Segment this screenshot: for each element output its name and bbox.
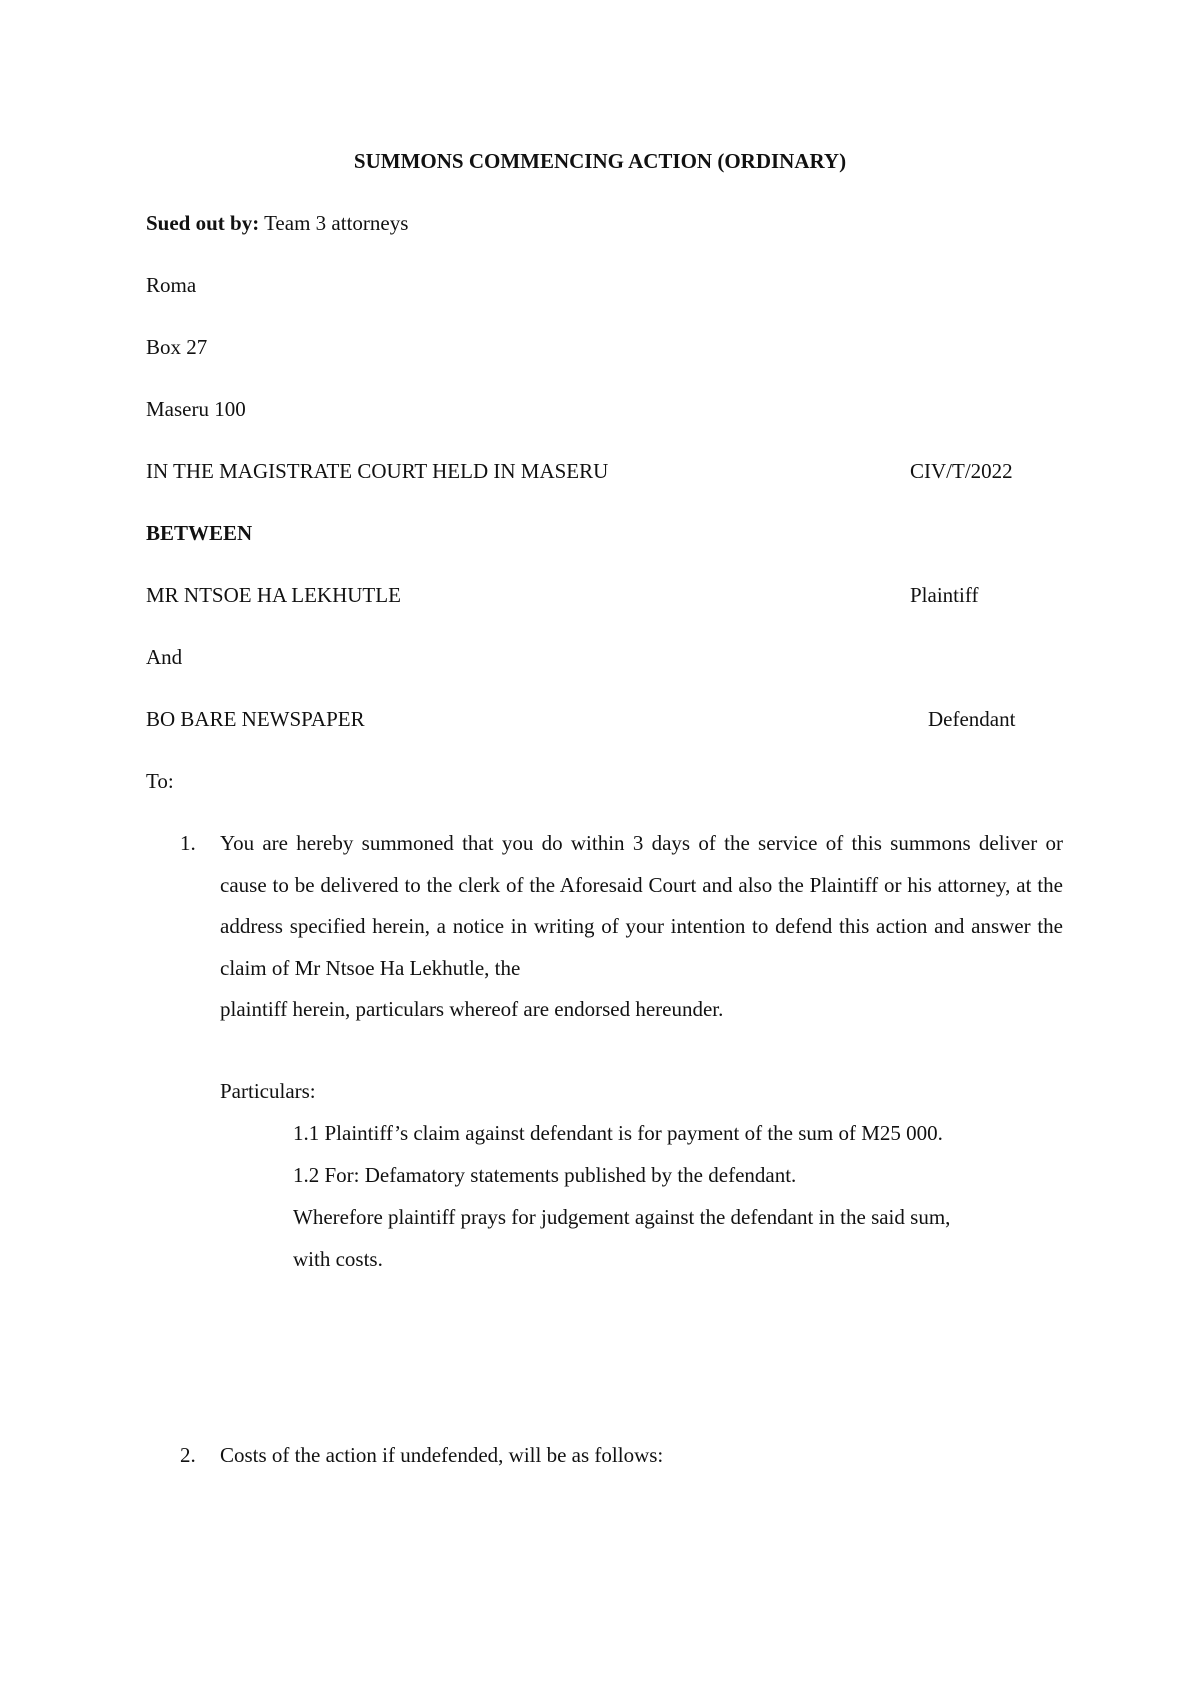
- item-1-number: 1.: [180, 831, 196, 855]
- between-heading: BETWEEN: [146, 521, 253, 545]
- to-label: To:: [146, 769, 174, 793]
- plaintiff-name: MR NTSOE HA LEKHUTLE: [146, 583, 401, 607]
- item-2-text: Costs of the action if undefended, will be as follows:: [220, 1443, 664, 1467]
- item-2-number: 2.: [180, 1443, 196, 1467]
- and-text: And: [146, 645, 183, 669]
- sued-out-by-label: Sued out by:: [146, 211, 260, 235]
- defendant-name: BO BARE NEWSPAPER: [146, 707, 365, 731]
- particular-1: 1.1 Plaintiff’s claim against defendant is for payment of the sum of M25 000.: [293, 1121, 943, 1145]
- address-line-1: Roma: [146, 273, 197, 297]
- plaintiff-role: Plaintiff: [910, 583, 979, 607]
- wherefore-line-2: with costs.: [293, 1247, 383, 1271]
- address-line-3: Maseru 100: [146, 397, 246, 421]
- wherefore-line-1: Wherefore plaintiff prays for judgement against the defendant in the said sum,: [293, 1205, 951, 1229]
- defendant-role: Defendant: [928, 707, 1016, 731]
- case-number: CIV/T/2022: [910, 459, 1013, 483]
- sued-out-by: [146, 213, 408, 234]
- item-1-text: You are hereby summoned that you do within 3 days of the service of this summons deliver or cause to be delivered to the clerk of the Aforesaid Court and also the Plaintiff or his attorney, at the address specified herein, a notice in writing of your intention to defend this action and answer the claim of Mr Ntsoe Ha Lekhutle, the: [220, 831, 1063, 980]
- item-1-last-line: plaintiff herein, particulars whereof are endorsed hereunder.: [220, 997, 724, 1021]
- particulars-label: Particulars:: [220, 1079, 316, 1103]
- sued-out-by-value: Team 3 attorneys: [259, 211, 409, 235]
- court-name: IN THE MAGISTRATE COURT HELD IN MASERU: [146, 459, 609, 483]
- address-line-2: Box 27: [146, 335, 208, 359]
- particular-2: 1.2 For: Defamatory statements published by the defendant.: [293, 1163, 797, 1187]
- document-title: SUMMONS COMMENCING ACTION (ORDINARY): [353, 149, 847, 173]
